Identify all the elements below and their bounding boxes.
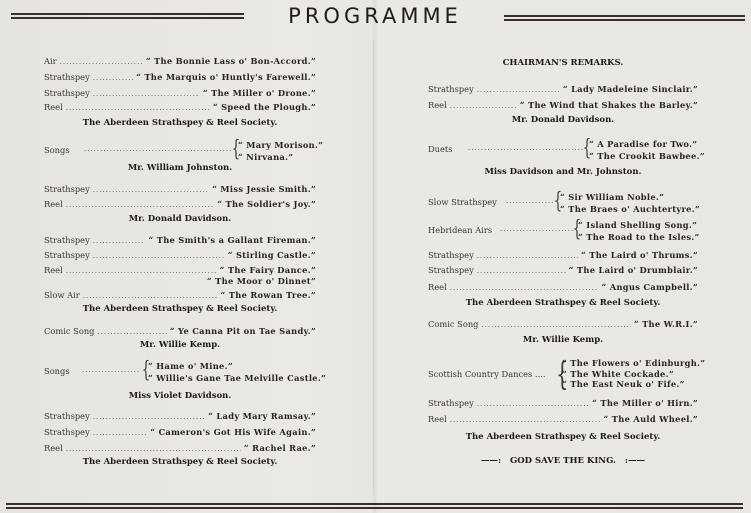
item-type: Hebridean Airs xyxy=(428,225,493,235)
item-tune: “ The Auld Wheel.” xyxy=(603,414,698,424)
item-type: Strathspey xyxy=(44,411,90,421)
item-type: Songs xyxy=(44,366,70,376)
performer: The Aberdeen Strathspey & Reel Society. xyxy=(465,432,661,442)
brace: { xyxy=(582,136,592,161)
performer: Miss Violet Davidson. xyxy=(128,391,232,401)
item-type: Reel xyxy=(428,414,447,424)
programme-item-multi xyxy=(428,355,706,393)
item-tune: “ Cameron's Got His Wife Again.” xyxy=(150,427,316,437)
item-type: Songs xyxy=(44,145,70,155)
leader-dots xyxy=(60,55,143,69)
item-type: Strathspey xyxy=(44,88,90,98)
item-type: Strathspey xyxy=(44,235,90,245)
leader-dots xyxy=(84,145,232,153)
item-type: Strathspey xyxy=(44,427,90,437)
item-tune: “ The Moor o' Dinnet” xyxy=(206,276,316,286)
item-tune: “ Lady Mary Ramsay.” xyxy=(208,411,316,421)
leader-dots xyxy=(93,234,146,248)
programme-item xyxy=(428,248,698,262)
performer: Miss Davidson and Mr. Johnston. xyxy=(484,167,642,177)
item-tune: “ The Flowers o' Edinburgh.” xyxy=(562,358,706,368)
item-tune: “ The Laird o' Thrums.” xyxy=(580,250,698,260)
item-tune: “ The East Neuk o' Fife.” xyxy=(562,379,685,389)
leader-dots xyxy=(477,264,566,278)
tune-list xyxy=(578,219,700,243)
item-type: Comic Song xyxy=(428,319,479,329)
programme-item xyxy=(44,182,316,196)
leader-dots xyxy=(66,198,215,212)
item-type: Reel xyxy=(44,199,63,209)
programme-item-multi xyxy=(44,137,324,166)
programme-item xyxy=(44,409,316,423)
programme-item-multi xyxy=(428,136,705,165)
leader-dots xyxy=(82,366,140,374)
chairmans-remarks-heading: CHAIRMAN'S REMARKS. xyxy=(502,58,624,68)
item-type: Slow Air xyxy=(44,290,80,300)
leader-dots xyxy=(93,249,225,263)
programme-item xyxy=(428,396,698,410)
brace: { xyxy=(572,217,582,242)
performer: Mr. William Johnston. xyxy=(127,163,233,173)
item-tune: “ Sir William Noble.” xyxy=(560,192,665,202)
programme-item xyxy=(44,54,316,68)
tune-list xyxy=(560,191,700,215)
item-tune: “ The Braes o' Auchtertyre.” xyxy=(560,204,700,214)
leader-dots xyxy=(450,281,599,295)
item-tune: “ The Road to the Isles.” xyxy=(578,232,700,242)
item-tune: “ The Rowan Tree.” xyxy=(220,290,316,300)
item-type: Reel xyxy=(44,443,63,453)
item-type: Comic Song xyxy=(44,326,95,336)
leader-dots xyxy=(477,397,589,411)
page-title: PROGRAMME xyxy=(288,4,462,28)
leader-dots xyxy=(477,249,578,263)
performer: Mr. Willie Kemp. xyxy=(522,335,604,345)
programme-item xyxy=(44,197,316,211)
item-tune: “ Angus Campbell.” xyxy=(601,282,698,292)
item-tune: “ Willie's Gane Tae Melville Castle.” xyxy=(148,373,327,383)
programme-item xyxy=(44,100,316,114)
programme-item xyxy=(44,233,316,247)
leader-dots xyxy=(500,225,574,233)
programme-item-multi xyxy=(428,218,698,246)
item-type: Reel xyxy=(428,100,447,110)
item-tune: “ Ye Canna Pit on Tae Sandy.” xyxy=(169,326,316,336)
programme-item xyxy=(44,425,316,439)
item-type: Duets xyxy=(428,144,453,154)
item-type: Slow Strathspey xyxy=(428,197,497,207)
leader-dots xyxy=(450,99,517,113)
item-tune: “ Mary Morison.” xyxy=(238,140,324,150)
leader-dots xyxy=(93,183,209,197)
programme-item xyxy=(44,86,316,100)
performer: The Aberdeen Strathspey & Reel Society. xyxy=(82,118,278,128)
item-type: Strathspey xyxy=(428,84,474,94)
leader-dots xyxy=(468,144,583,152)
item-tune: “ The White Cockade.” xyxy=(562,368,674,379)
programme-item-multi xyxy=(44,358,327,388)
item-tune: “ The Miller o' Hirn.” xyxy=(592,398,698,408)
performer: Mr. Donald Davidson. xyxy=(128,214,232,224)
programme-item xyxy=(44,324,316,338)
item-type: Strathspey xyxy=(44,250,90,260)
item-tune: “ The Marquis o' Huntly's Farewell.” xyxy=(136,72,316,82)
item-tune: “ Rachel Rae.” xyxy=(243,443,316,453)
item-type: Reel xyxy=(44,102,63,112)
item-type: Strathspey xyxy=(44,72,90,82)
programme-item xyxy=(428,280,698,294)
programme-item xyxy=(44,70,316,84)
item-type: Strathspey xyxy=(428,265,474,275)
item-type: Reel xyxy=(428,282,447,292)
item-type: Strathspey xyxy=(428,250,474,260)
brace: { xyxy=(141,358,151,383)
programme-item xyxy=(428,82,698,96)
double-rule-bottom xyxy=(6,503,743,509)
performer: The Aberdeen Strathspey & Reel Society. xyxy=(82,457,278,467)
programme-item xyxy=(428,98,698,112)
programme-item xyxy=(44,441,316,455)
brace: { xyxy=(231,137,241,162)
item-tune: “ The Wind that Shakes the Barley.” xyxy=(519,100,698,110)
leader-dots xyxy=(93,71,133,85)
item-tune: “ Hame o' Mine.” xyxy=(148,361,233,371)
programme-item xyxy=(428,263,698,277)
programme-item xyxy=(44,248,316,262)
leader-dots xyxy=(93,87,200,101)
item-tune: “ The Fairy Dance.” xyxy=(219,265,316,275)
item-tune: “ The Soldier's Joy.” xyxy=(217,199,316,209)
performer: Mr. Donald Davidson. xyxy=(511,115,615,125)
leader-dots xyxy=(93,426,147,440)
tune-list xyxy=(562,358,705,390)
leader-dots xyxy=(83,289,218,303)
leader-dots xyxy=(506,197,554,205)
tune-list xyxy=(148,360,326,384)
item-tune: “ Stirling Castle.” xyxy=(227,250,316,260)
programme-item xyxy=(428,412,698,426)
tune-list xyxy=(589,138,705,162)
programme-item-continuation xyxy=(44,274,316,288)
item-type: Strathspey xyxy=(428,398,474,408)
performer: The Aberdeen Strathspey & Reel Society. xyxy=(82,304,278,314)
item-tune: “ The Crookit Bawbee.” xyxy=(589,151,705,161)
item-tune: “ A Paradise for Two.” xyxy=(589,139,698,149)
god-save-the-king: ——: GOD SAVE THE KING. :—— xyxy=(480,456,645,466)
item-tune: “ Island Shelling Song.” xyxy=(578,220,698,230)
double-rule-top-right xyxy=(504,15,745,21)
leader-dots xyxy=(477,83,560,97)
leader-dots xyxy=(481,318,630,332)
leader-dots xyxy=(66,442,241,456)
programme-item xyxy=(44,288,316,302)
item-type: Strathspey xyxy=(44,184,90,194)
performer: The Aberdeen Strathspey & Reel Society. xyxy=(465,298,661,308)
item-tune: “ Lady Madeleine Sinclair.” xyxy=(562,84,698,94)
brace: { xyxy=(553,189,563,214)
item-tune: “ The Bonnie Lass o' Bon-Accord.” xyxy=(145,56,316,66)
item-tune: “ The W.R.I.” xyxy=(633,319,698,329)
performer: Mr. Willie Kemp. xyxy=(139,340,221,350)
item-tune: “ The Laird o' Drumblair.” xyxy=(568,265,698,275)
leader-dots xyxy=(93,410,205,424)
leader-dots xyxy=(97,325,166,339)
item-tune: “ The Smith's a Gallant Fireman.” xyxy=(148,235,316,245)
item-tune: “ Miss Jessie Smith.” xyxy=(212,184,316,194)
item-type: Scottish Country Dances .... xyxy=(428,369,546,379)
item-type: Reel xyxy=(44,265,63,275)
centre-fold xyxy=(373,40,374,495)
item-tune: “ Speed the Plough.” xyxy=(212,102,316,112)
programme-item xyxy=(428,317,698,331)
leader-dots xyxy=(450,413,601,427)
leader-dots xyxy=(66,101,210,115)
programme-item-multi xyxy=(428,190,698,218)
item-tune: “ Nirvana.” xyxy=(238,152,294,162)
brace: { xyxy=(556,355,569,393)
double-rule-top-left xyxy=(11,13,244,19)
item-tune: “ The Miller o' Drone.” xyxy=(202,88,316,98)
item-type: Air xyxy=(44,56,57,66)
tune-list xyxy=(238,139,323,163)
